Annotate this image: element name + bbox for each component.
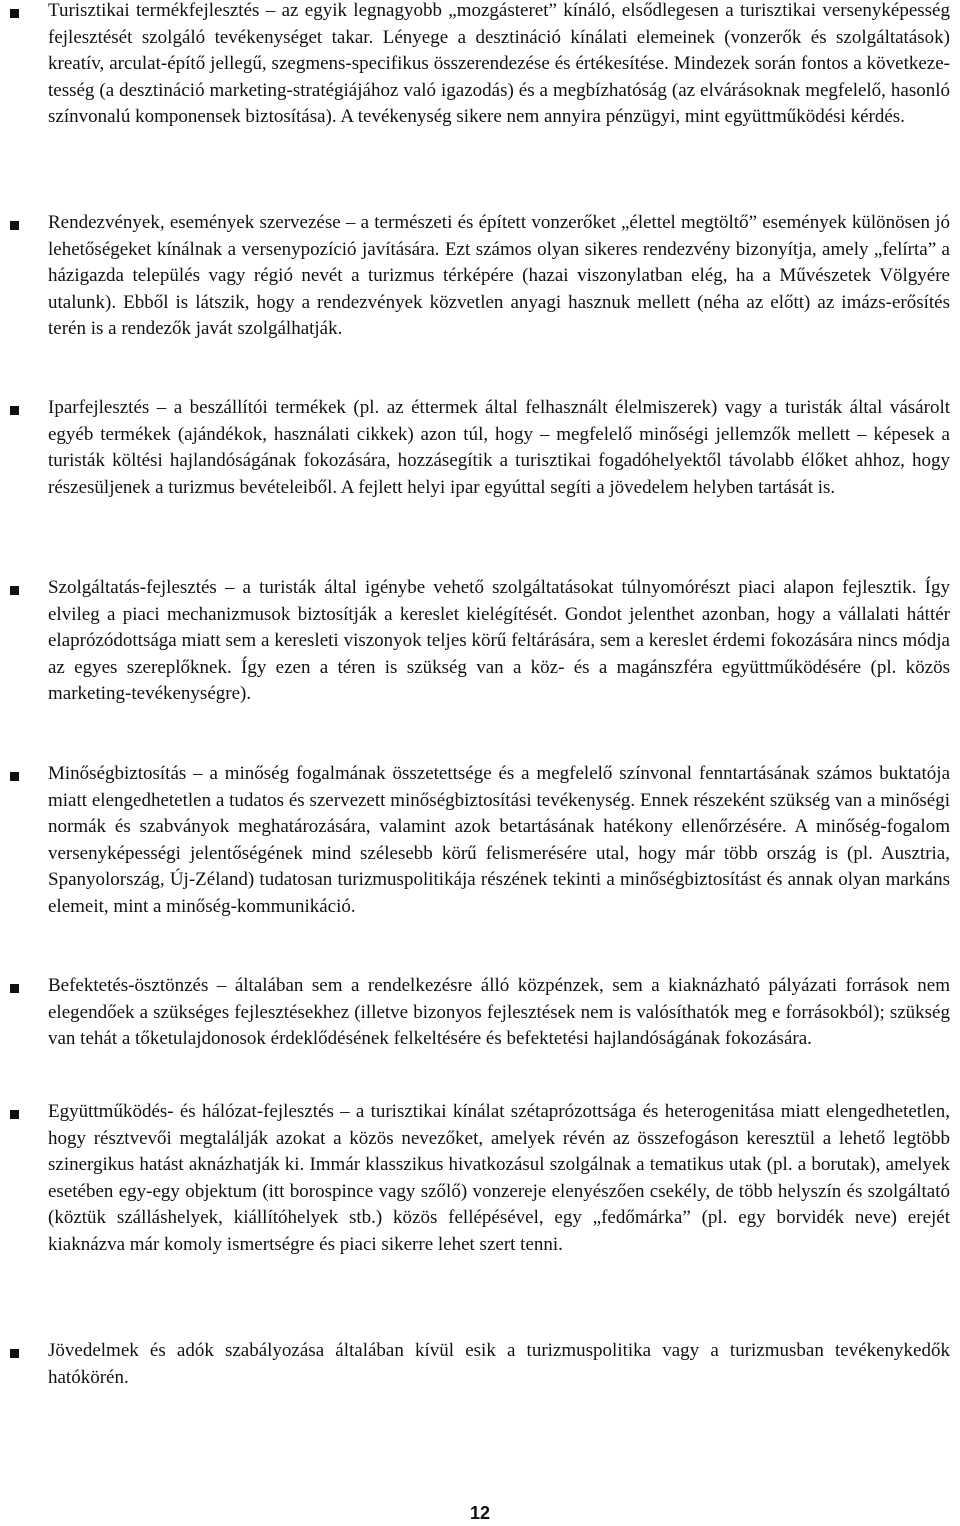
square-bullet-icon xyxy=(10,586,19,595)
square-bullet-icon xyxy=(10,221,19,230)
list-item-text: Minőségbiztosítás – a minőség fogalmának összetettsége és a megfelelő színvonal fenntartásának számos buktatója miatt elengedhetetlen a tudatos és szervezett minőségbiztosítási tevékenység. Ennek részeként szükség van a minőségi normák és szabványok meghatározására, valamint azok betartásának hatékony ellenőrzésére. A minőség-fogalom versenyképességi jelentőségének mind szélesebb körű felismerésére utal, hogy már több ország is (pl. Ausztria, Spanyolország, Új-Zéland) tudatosan turizmuspolitikája részének tekinti a minőségbiztosítást és annak olyan markáns elemeit, mint a minőség-kommunikáció. xyxy=(48,763,950,917)
list-item-text: Turisztikai termékfejlesztés – az egyik legnagyobb „mozgásteret” kínáló, elsődlegesen a turisztikai versenyképesség fejlesztését szolgáló tevékenységet takar. Lényege a desztináció kínálati elemeinek (vonzerők és szolgáltatások) kreatív, arculat-építő jellegű, szegmens-specifikus összerendezése és értékesítése. Mindezek során fontos a következetesség (a desztináció marketing-stratégiájához való igazodás) és a megbízhatóság (az elvárásoknak megfelelő, hasonló színvonalú komponensek biztosítása). A tevékenység sikere nem annyira pénzügyi, mint együttműködési kérdés. xyxy=(48,0,950,127)
square-bullet-icon xyxy=(10,9,19,18)
square-bullet-icon xyxy=(10,1110,19,1119)
square-bullet-icon xyxy=(10,772,19,781)
square-bullet-icon xyxy=(10,984,19,993)
list-item-text: Befektetés-ösztönzés – általában sem a rendelkezésre álló közpénzek, sem a kiaknázható pályázati források nem elegendőek a szükséges fejlesztésekhez (illetve bizonyos fejlesztések nem is valósíthatók meg e forrásokból); szükség van tehát a tőketulajdonosok érdeklődésének felkeltésére és befektetési hajlandóságának fokozására. xyxy=(48,975,950,1049)
list-item-text: Iparfejlesztés – a beszállítói termékek (pl. az éttermek által felhasznált élelmiszerek) vagy a turisták által vásárolt egyéb termékek (ajándékok, használati cikkek) azon túl, hogy – megfelelő minőségi jellemzők mellett – képesek a turisták költési hajlandóságának fokozására, hozzásegítik a turisztikai fogadóhelyektől távolabb élőket ahhoz, hogy részesüljenek a turizmus bevételeiből. A fejlett helyi ipar egyúttal segíti a jövedelem helyben tartását is. xyxy=(48,397,950,498)
square-bullet-icon xyxy=(10,1349,19,1358)
list-item-text: Jövedelmek és adók szabályozása általában kívül esik a turizmuspolitika vagy a turizmusban tevékenykedők hatókörén. xyxy=(48,1340,950,1388)
list-item-text: Rendezvények, események szervezése – a természeti és épített vonzerőket „élettel megtöltő” események különösen jó lehetőségeket kínálnak a versenypozíció javítására. Ezt számos olyan sikeres rendezvény bizonyítja, amely „felírta” a házigazda település vagy régió nevét a turizmus térképére (hazai viszonylatban elég, ha a Művészetek Völgyére utalunk). Ebből is látszik, hogy a rendezvények közvetlen anyagi hasznuk mellett (néha az előtt) az imázs-erősítés terén is a rendezők javát szolgálhatják. xyxy=(48,212,950,339)
square-bullet-icon xyxy=(10,406,19,415)
list-item-text: Szolgáltatás-fejlesztés – a turisták által igénybe vehető szolgáltatásokat túlnyomórészt piaci alapon fejlesztik. Így elvileg a piaci mechanizmusok biztosítják a kereslet kielégítését. Gondot jelenthet azonban, hogy a vállalati háttér elaprózódottsága miatt sem a keresleti viszonyok teljes körű feltárására, sem a kereslet érdemi fokozására nincs módja az egyes szereplőknek. Így ezen a téren is szükség van a köz- és a magánszféra együttműködésére (pl. közös marketing-tevékenységre). xyxy=(48,577,950,704)
page-number: 12 xyxy=(469,1503,491,1523)
list-item-text: Együttműködés- és hálózat-fejlesztés – a turisztikai kínálat szétaprózottsága és heterogenitása miatt elengedhetetlen, hogy résztvevői megtalálják azokat a közös nevezőket, amelyek révén az összefogáson keresztül a lehető legtöbb szinergikus hatást aknázhatják ki. Immár klasszikus hivatkozásul szolgálnak a tematikus utak (pl. a borutak), amelyek esetében egy-egy objektum (itt borospince vagy szőlő) vonzereje elenyészően csekély, de több helyszín és szolgáltató (köztük szálláshelyek, kiállítóhelyek stb.) közös fellépésével, egy „fedőmárka” (pl. egy borvidék neve) erejét kiaknázva már komoly ismertségre és piaci sikerre lehet szert tenni. xyxy=(48,1101,950,1255)
